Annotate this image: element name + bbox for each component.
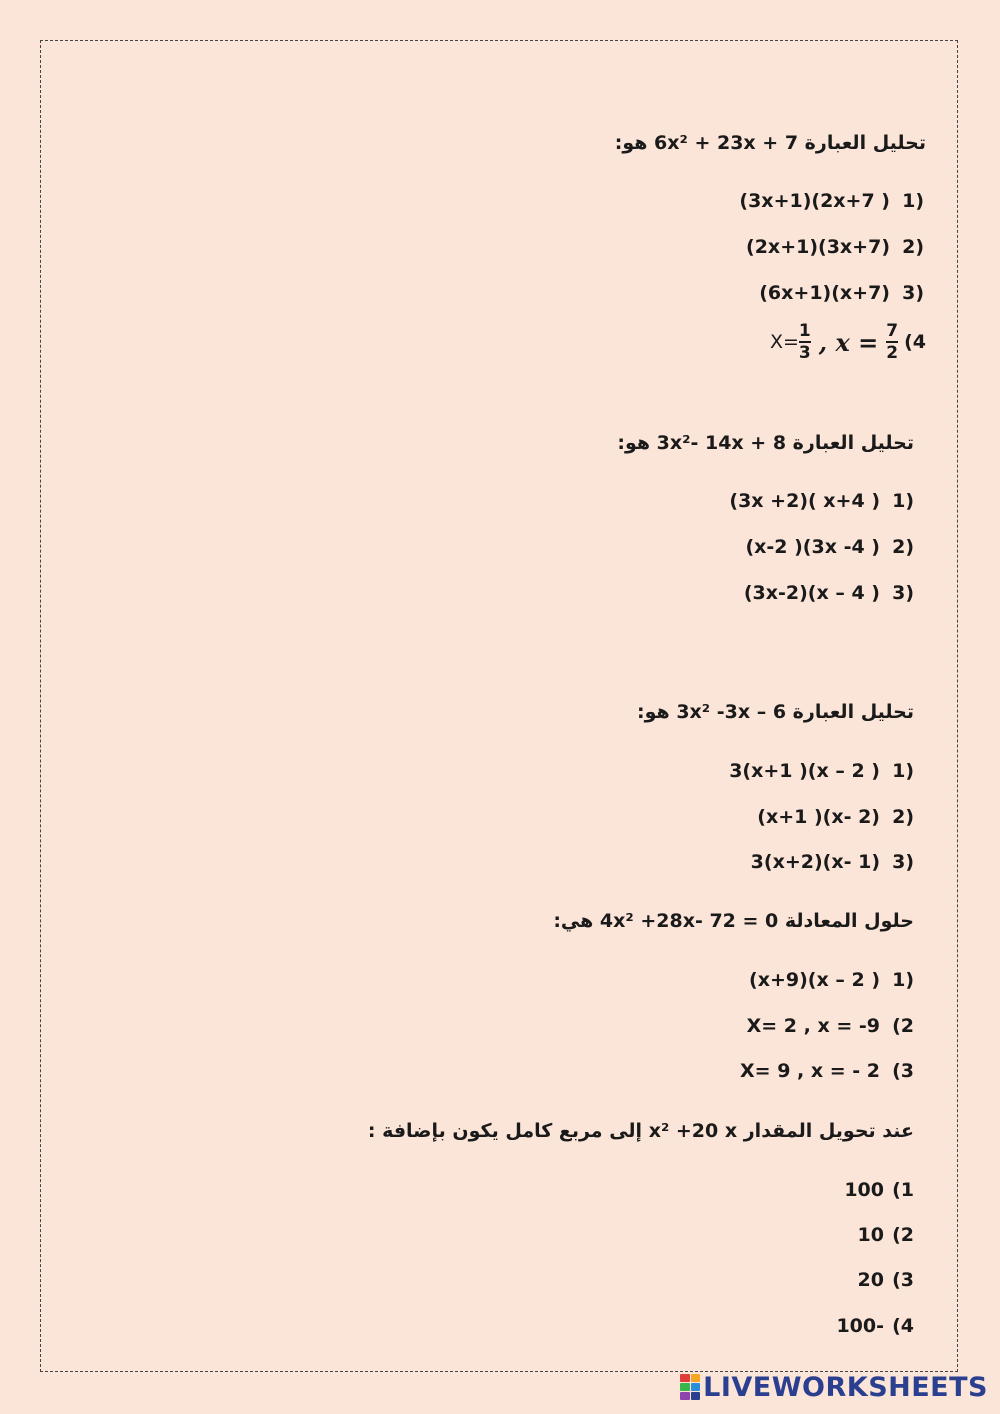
q5-option-3-number: (3 xyxy=(892,1269,914,1291)
q1-option-4-fraction-1 xyxy=(799,322,811,362)
question-4-title: حلول المعادلة 4x² +28x- 72 = 0 هي: xyxy=(553,910,914,932)
q2-option-3[interactable]: (3x-2)(x – 4 ) xyxy=(743,582,880,604)
fraction-2-numerator: 7 xyxy=(886,321,899,341)
q4-option-2[interactable]: X= 2 , x = -9 xyxy=(746,1015,880,1037)
q1-option-4-x-equals: , 𝒙 = xyxy=(818,327,879,357)
q5-option-2[interactable]: 10 xyxy=(857,1224,884,1246)
q5-option-3[interactable]: 20 xyxy=(857,1269,884,1291)
q1-option-3-number: 3) xyxy=(902,282,924,304)
q1-option-1-number: 1) xyxy=(902,190,924,212)
fraction-2-denominator: 2 xyxy=(886,343,899,363)
q5-option-4[interactable]: -100 xyxy=(836,1315,884,1337)
q1-option-2-number: 2) xyxy=(902,236,924,258)
q4-option-3[interactable]: X= 9 , x = - 2 xyxy=(740,1060,880,1082)
q5-option-2-number: (2 xyxy=(892,1224,914,1246)
liveworksheets-logo-icon xyxy=(680,1374,700,1400)
question-3-title: تحليل العبارة 3x² -3x – 6 هو: xyxy=(637,701,914,723)
q3-option-3-number: 3) xyxy=(892,851,914,873)
q4-option-1[interactable]: (x+9)(x – 2 ) xyxy=(749,969,880,991)
question-2-title: تحليل العبارة 3x²- 14x + 8 هو: xyxy=(617,432,914,454)
q3-option-3[interactable]: 3(x+2)(x- 1) xyxy=(750,851,880,873)
q3-option-2-number: 2) xyxy=(892,806,914,828)
question-5-title: عند تحويل المقدار x² +20 x إلى مربع كامل يكون بإضافة : xyxy=(367,1120,914,1142)
q5-option-1[interactable]: 100 xyxy=(844,1179,884,1201)
fraction-1-denominator: 3 xyxy=(798,343,811,363)
q2-option-1-number: 1) xyxy=(892,490,914,512)
q2-option-3-number: 3) xyxy=(892,582,914,604)
q3-option-1[interactable]: 3(x+1 )(x – 2 ) xyxy=(729,760,880,782)
liveworksheets-logo[interactable] xyxy=(680,1370,988,1404)
brand-name: LIVEWORKSHEETS xyxy=(703,1371,988,1403)
q1-option-1[interactable]: (3x+1)(2x+7 ) xyxy=(739,190,890,212)
q4-option-3-number: (3 xyxy=(892,1060,914,1082)
q3-option-1-number: 1) xyxy=(892,760,914,782)
q1-option-3[interactable]: (6x+1)(x+7) xyxy=(759,282,890,304)
q5-option-4-number: (4 xyxy=(892,1315,914,1337)
q2-option-2-number: 2) xyxy=(892,536,914,558)
q1-option-4[interactable] xyxy=(770,322,926,362)
q1-option-4-number: (4 xyxy=(904,331,926,353)
q3-option-2[interactable]: (x+1 )(x- 2) xyxy=(757,806,880,828)
question-1-title: تحليل العبارة 6x² + 23x + 7 هو: xyxy=(614,132,926,154)
q1-option-2[interactable]: (2x+1)(3x+7) xyxy=(746,236,890,258)
q1-option-4-fraction-2 xyxy=(886,322,898,362)
q2-option-1[interactable]: (3x +2)( x+4 ) xyxy=(729,490,880,512)
q2-option-2[interactable]: (x-2 )(3x -4 ) xyxy=(745,536,880,558)
q5-option-1-number: (1 xyxy=(892,1179,914,1201)
q4-option-2-number: (2 xyxy=(892,1015,914,1037)
fraction-1-numerator: 1 xyxy=(798,321,811,341)
q1-option-4-x-prefix: X= xyxy=(769,331,799,353)
q4-option-1-number: 1) xyxy=(892,969,914,991)
